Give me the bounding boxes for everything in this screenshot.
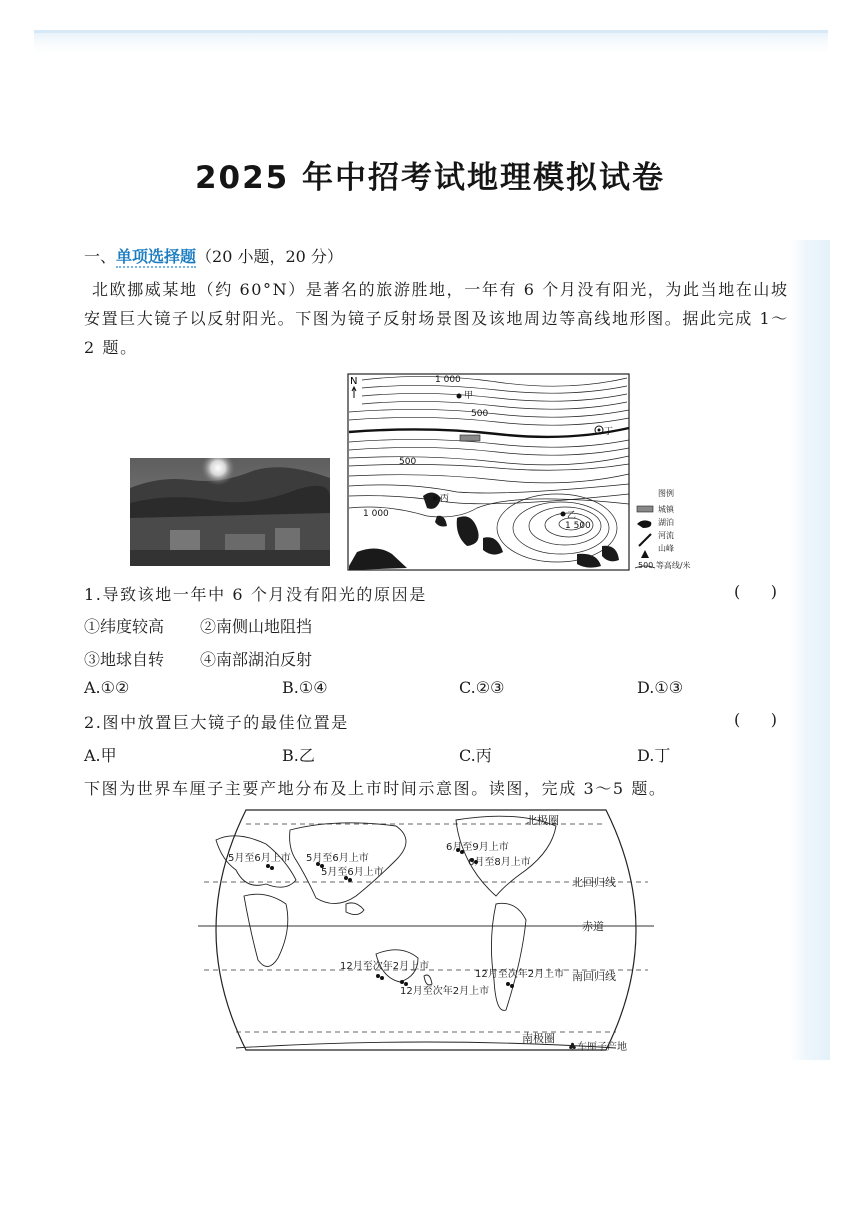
svg-text:乙: 乙: [567, 511, 577, 521]
north-label: N: [350, 376, 358, 387]
legend-item-peak: 山峰: [658, 544, 674, 553]
contour-map: [347, 368, 637, 572]
map-label-west-asia: 5月至6月上市: [306, 853, 369, 864]
legend-item-lake: 湖泊: [658, 518, 674, 527]
side-band: [790, 240, 830, 1060]
legend-item-town: 城镇: [658, 505, 674, 514]
section-name: 单项选择题: [116, 247, 197, 266]
map-label-north-america-1: 6月至9月上市: [446, 842, 509, 853]
q1-option-c[interactable]: C.②③: [459, 678, 505, 697]
section-meta: （20 小题，20 分）: [196, 247, 343, 266]
section-heading: [84, 244, 343, 267]
q1-item-1: ①纬度较高: [84, 617, 165, 636]
map-label-australia-1: 12月至次年2月上市: [340, 961, 430, 972]
label-antarctic-circle: 南极圈: [522, 1032, 555, 1045]
q2-stem: 2.图中放置巨大镜子的最佳位置是: [84, 713, 349, 732]
svg-text:丁: 丁: [604, 427, 614, 437]
legend-title: 图例: [658, 489, 674, 498]
label-equator: 赤道: [582, 920, 604, 933]
q2-option-d[interactable]: D.丁: [637, 746, 671, 765]
q1-option-b[interactable]: B.①④: [282, 678, 328, 697]
q2-option-b[interactable]: B.乙: [282, 746, 315, 765]
exam-title: 2025 年中招考试地理模拟试卷: [194, 160, 666, 196]
q1-option-a[interactable]: A.①②: [84, 678, 130, 697]
header-band: [34, 30, 828, 99]
map-label-east-asia: 5月至6月上市: [321, 867, 384, 878]
svg-text:甲: 甲: [464, 391, 474, 401]
legend-item-river: 河流: [658, 531, 674, 540]
map-legend-label: 车厘子产地: [576, 1042, 627, 1053]
intro-paragraph-2: 下图为世界车厘子主要产地分布及上市时间示意图。读图，完成 3～5 题。: [84, 779, 667, 798]
svg-text:丙: 丙: [440, 494, 450, 504]
q1-answer-paren[interactable]: ( ): [734, 582, 777, 601]
label-tropic-of-cancer: 北回归线: [572, 876, 616, 889]
map-label-australia-2: 12月至次年2月上市: [400, 986, 490, 997]
q1-item-4: ④南部湖泊反射: [200, 650, 313, 669]
svg-text:1 000: 1 000: [435, 375, 461, 385]
legend-item-contour: [638, 560, 691, 571]
q1-item-2: ②南侧山地阻挡: [200, 617, 313, 636]
label-arctic-circle: 北极圈: [526, 814, 559, 827]
mirror-scene-photo: [130, 458, 330, 566]
legend-contour-sample: 500: [638, 561, 654, 570]
svg-text:500: 500: [471, 409, 489, 419]
svg-text:1 000: 1 000: [363, 509, 389, 519]
q1-option-d[interactable]: D.①③: [637, 678, 684, 697]
map-label-europe: 5月至6月上市: [228, 853, 291, 864]
q2-option-a[interactable]: A.甲: [84, 746, 117, 765]
legend-contour-label: 等高线/米: [655, 561, 691, 570]
q2-answer-paren[interactable]: ( ): [734, 710, 777, 729]
cherry-icon: ♣: [568, 1042, 577, 1053]
world-cherry-map: [196, 800, 656, 1060]
q2-option-c[interactable]: C.丙: [459, 746, 492, 765]
map-label-north-america-2: 6月至8月上市: [468, 857, 531, 868]
map-legend: [568, 1038, 627, 1053]
svg-text:1 500: 1 500: [565, 521, 591, 531]
label-tropic-of-capricorn: 南回归线: [572, 970, 616, 983]
svg-text:500: 500: [399, 457, 417, 467]
q1-item-3: ③地球自转: [84, 650, 165, 669]
map-label-south-america: 12月至次年2月上市: [475, 969, 565, 980]
intro-paragraph-1: 北欧挪威某地（约 60°N）是著名的旅游胜地，一年有 6 个月没有阳光，为此当地在山坡安置巨大镜子以反射阳光。下图为镜子反射场景图及该地周边等高线地形图。据此完成 1～2 题。: [84, 280, 789, 357]
section-prefix: 一、: [84, 247, 117, 266]
q1-stem: 1.导致该地一年中 6 个月没有阳光的原因是: [84, 585, 427, 604]
